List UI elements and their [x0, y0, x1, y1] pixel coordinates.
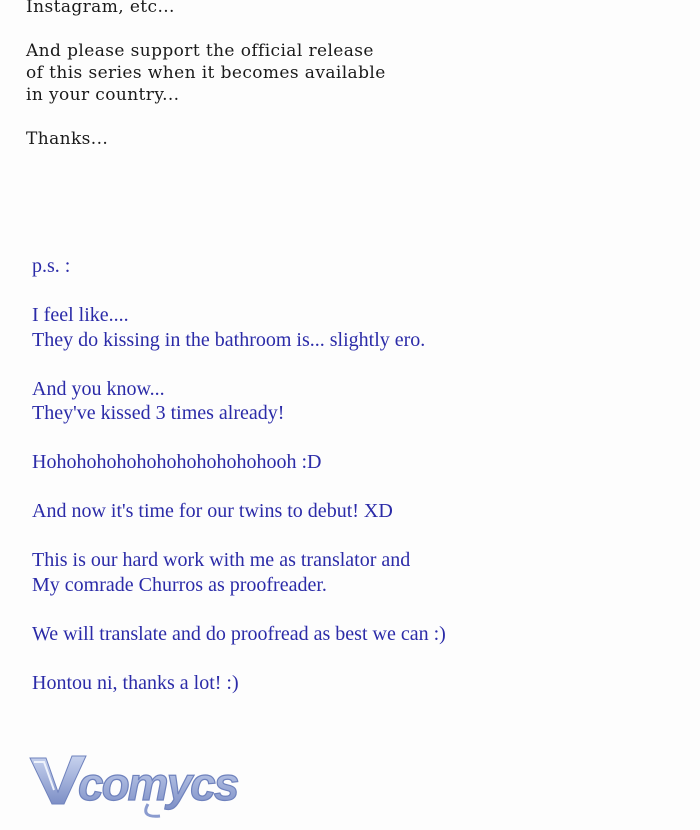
ps-heading: p.s. :: [32, 255, 71, 277]
postscript-message: [32, 254, 446, 695]
ps-paragraph-6: We will translate and do proofread as best we can :): [32, 622, 446, 645]
ps-paragraph-3: Hohohohohohohohohohohohooh :D: [32, 451, 322, 473]
logo-wordmark: comycs: [78, 758, 238, 810]
ps-paragraph-2-line-2: They've kissed 3 times already!: [32, 402, 285, 424]
ps-paragraph-5-line-2: My comrade Churros as proofreader.: [32, 573, 327, 596]
thanks-line: Thanks...: [26, 129, 109, 149]
support-line-1: Instagram, etc...: [26, 0, 175, 17]
support-line-4: in your country...: [26, 85, 180, 105]
ps-paragraph-5-line-1: This is our hard work with me as translator and: [32, 549, 411, 571]
ps-paragraph-1-line-2: They do kissing in the bathroom is... slightly ero.: [32, 328, 426, 351]
support-message: [26, 0, 386, 150]
ps-paragraph-4: And now it's time for our twins to debut! XD: [32, 500, 393, 522]
vcomycs-logo: [28, 752, 242, 820]
ps-paragraph-7: Hontou ni, thanks a lot! :): [32, 671, 239, 694]
ps-paragraph-2-line-1: And you know...: [32, 377, 165, 400]
ps-paragraph-1-line-1: I feel like....: [32, 304, 129, 326]
support-line-3: of this series when it becomes available: [26, 63, 386, 83]
support-line-2: And please support the official release: [26, 41, 374, 61]
